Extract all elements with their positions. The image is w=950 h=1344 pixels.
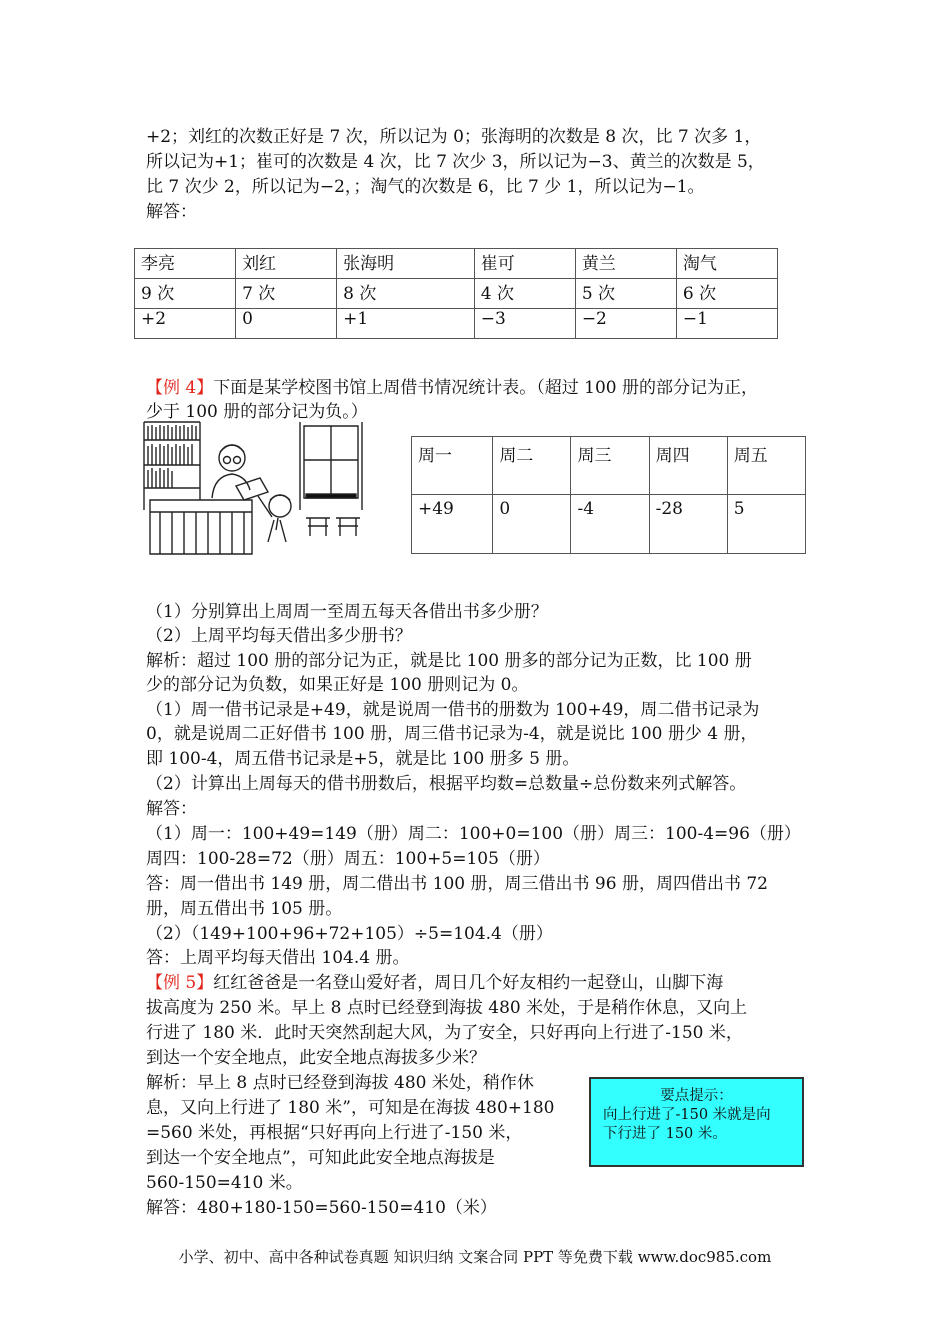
text-line: 解答： <box>146 799 197 819</box>
example-4-heading <box>146 376 758 400</box>
table-cell: 周五 <box>727 437 805 495</box>
tip-text: 下行进了 150 米。 <box>603 1126 727 1142</box>
tip-title: 要点提示： <box>660 1088 733 1104</box>
table-cell: 4 次 <box>474 279 575 309</box>
text-line: 解答：480+180-150=560-150=410（米） <box>146 1198 497 1218</box>
table-row <box>135 309 778 339</box>
text-line: 0，就是说周二正好借书 100 册，周三借书记录为-4，就是说比 100 册少 4 册， <box>146 724 758 744</box>
table-cell: 淘气 <box>676 249 777 279</box>
table-cell: +49 <box>412 495 493 554</box>
result-table <box>134 248 778 339</box>
text-line: 册，周五借出书 105 册。 <box>146 899 343 919</box>
table-cell: -28 <box>649 495 727 554</box>
text-line: 周四：100-28=72（册）周五：100+5=105（册） <box>146 849 550 869</box>
text-line: 解析：早上 8 点时已经登到海拔 480 米处，稍作休 <box>146 1073 534 1093</box>
tip-box <box>589 1077 804 1167</box>
table-cell: 5 次 <box>575 279 676 309</box>
text-line: 行进了 180 米．此时天突然刮起大风，为了安全，只好再向上行进了-150 米， <box>146 1023 743 1043</box>
text-line: 比 7 次少 2，所以记为−2，；淘气的次数是 6，比 7 少 1，所以记为−1。 <box>146 177 705 197</box>
table-cell: 黄兰 <box>575 249 676 279</box>
table-cell: −1 <box>676 309 777 339</box>
table-row <box>412 437 806 495</box>
example-text: 下面是某学校图书馆上周借书情况统计表。（超过 100 册的部分记为正， <box>213 378 758 398</box>
example-5-heading <box>146 971 723 995</box>
text-line: 少于 100 册的部分记为负。） <box>146 402 368 422</box>
text-line: 少的部分记为负数，如果正好是 100 册则记为 0。 <box>146 675 529 695</box>
text-line: （1）分别算出上周周一至周五每天各借出书多少册？ <box>146 602 548 622</box>
text-line: 拔高度为 250 米。早上 8 点时已经登到海拔 480 米处，于是稍作休息，又向上 <box>146 998 748 1018</box>
text-line: 到达一个安全地点，此安全地点海拔多少米？ <box>146 1048 486 1068</box>
text-line: 到达一个安全地点”，可知此此安全地点海拔是 <box>146 1148 495 1168</box>
table-cell: 张海明 <box>337 249 475 279</box>
table-row <box>135 249 778 279</box>
example-tag: 【例 4】 <box>146 378 214 398</box>
text-line: （2）上周平均每天借出多少册书？ <box>146 626 412 646</box>
text-line: （2）计算出上周每天的借书册数后，根据平均数=总数量÷总份数来列式解答。 <box>146 774 747 794</box>
table-row <box>135 279 778 309</box>
table-cell: 刘红 <box>236 249 337 279</box>
tip-text: 向上行进了-150 米就是向 <box>603 1107 771 1123</box>
text-line: 560-150=410 米。 <box>146 1173 303 1193</box>
table-cell: 0 <box>493 495 571 554</box>
text-line: +2；刘红的次数正好是 7 次，所以记为 0；张海明的次数是 8 次，比 7 次多 1， <box>146 127 762 147</box>
table-cell: 0 <box>236 309 337 339</box>
table-cell: 崔可 <box>474 249 575 279</box>
text-line: 所以记为+1；崔可的次数是 4 次，比 7 次少 3，所以记为−3、黄兰的次数是 5， <box>146 152 765 172</box>
table-cell: 5 <box>727 495 805 554</box>
text-line: （2）（149+100+96+72+105）÷5=104.4（册） <box>146 924 553 944</box>
text-line: 答：周一借出书 149 册，周二借出书 100 册，周三借出书 96 册，周四借出书 72 <box>146 874 768 894</box>
table-cell: −3 <box>474 309 575 339</box>
text-line: （1）周一借书记录是+49，就是说周一借书的册数为 100+49，周二借书记录为 <box>146 700 760 720</box>
text-line: 答：上周平均每天借出 104.4 册。 <box>146 948 410 968</box>
library-illustration <box>140 420 370 560</box>
table-cell: 9 次 <box>135 279 236 309</box>
table-cell: 周二 <box>493 437 571 495</box>
table-cell: -4 <box>571 495 649 554</box>
text-line: 解答： <box>146 202 197 222</box>
table-cell: +2 <box>135 309 236 339</box>
example-text: 红红爸爸是一名登山爱好者，周日几个好友相约一起登山，山脚下海 <box>213 973 724 993</box>
text-line: （1）周一：100+49=149（册）周二：100+0=100（册）周三：100-4=96（册） <box>146 824 801 844</box>
table-cell: 周一 <box>412 437 493 495</box>
text-line: =560 米处，再根据“只好再向上行进了-150 米， <box>146 1123 523 1143</box>
text-line: 息，又向上行进了 180 米”，可知是在海拔 480+180 <box>146 1098 555 1118</box>
table-cell: 6 次 <box>676 279 777 309</box>
table-cell: 7 次 <box>236 279 337 309</box>
table-cell: 周四 <box>649 437 727 495</box>
table-cell: 周三 <box>571 437 649 495</box>
table-cell: −2 <box>575 309 676 339</box>
page-footer: 小学、初中、高中各种试卷真题 知识归纳 文案合同 PPT 等免费下载 www.doc985.com <box>178 1248 772 1266</box>
table-cell: 8 次 <box>337 279 475 309</box>
table-cell: +1 <box>337 309 475 339</box>
table-cell: 李亮 <box>135 249 236 279</box>
text-line: 即 100-4，周五借书记录是+5，就是比 100 册多 5 册。 <box>146 749 580 769</box>
table-row <box>412 495 806 554</box>
example-tag: 【例 5】 <box>146 973 214 993</box>
borrow-table <box>411 436 806 554</box>
text-line: 解析：超过 100 册的部分记为正，就是比 100 册多的部分记为正数，比 100 册 <box>146 651 752 671</box>
